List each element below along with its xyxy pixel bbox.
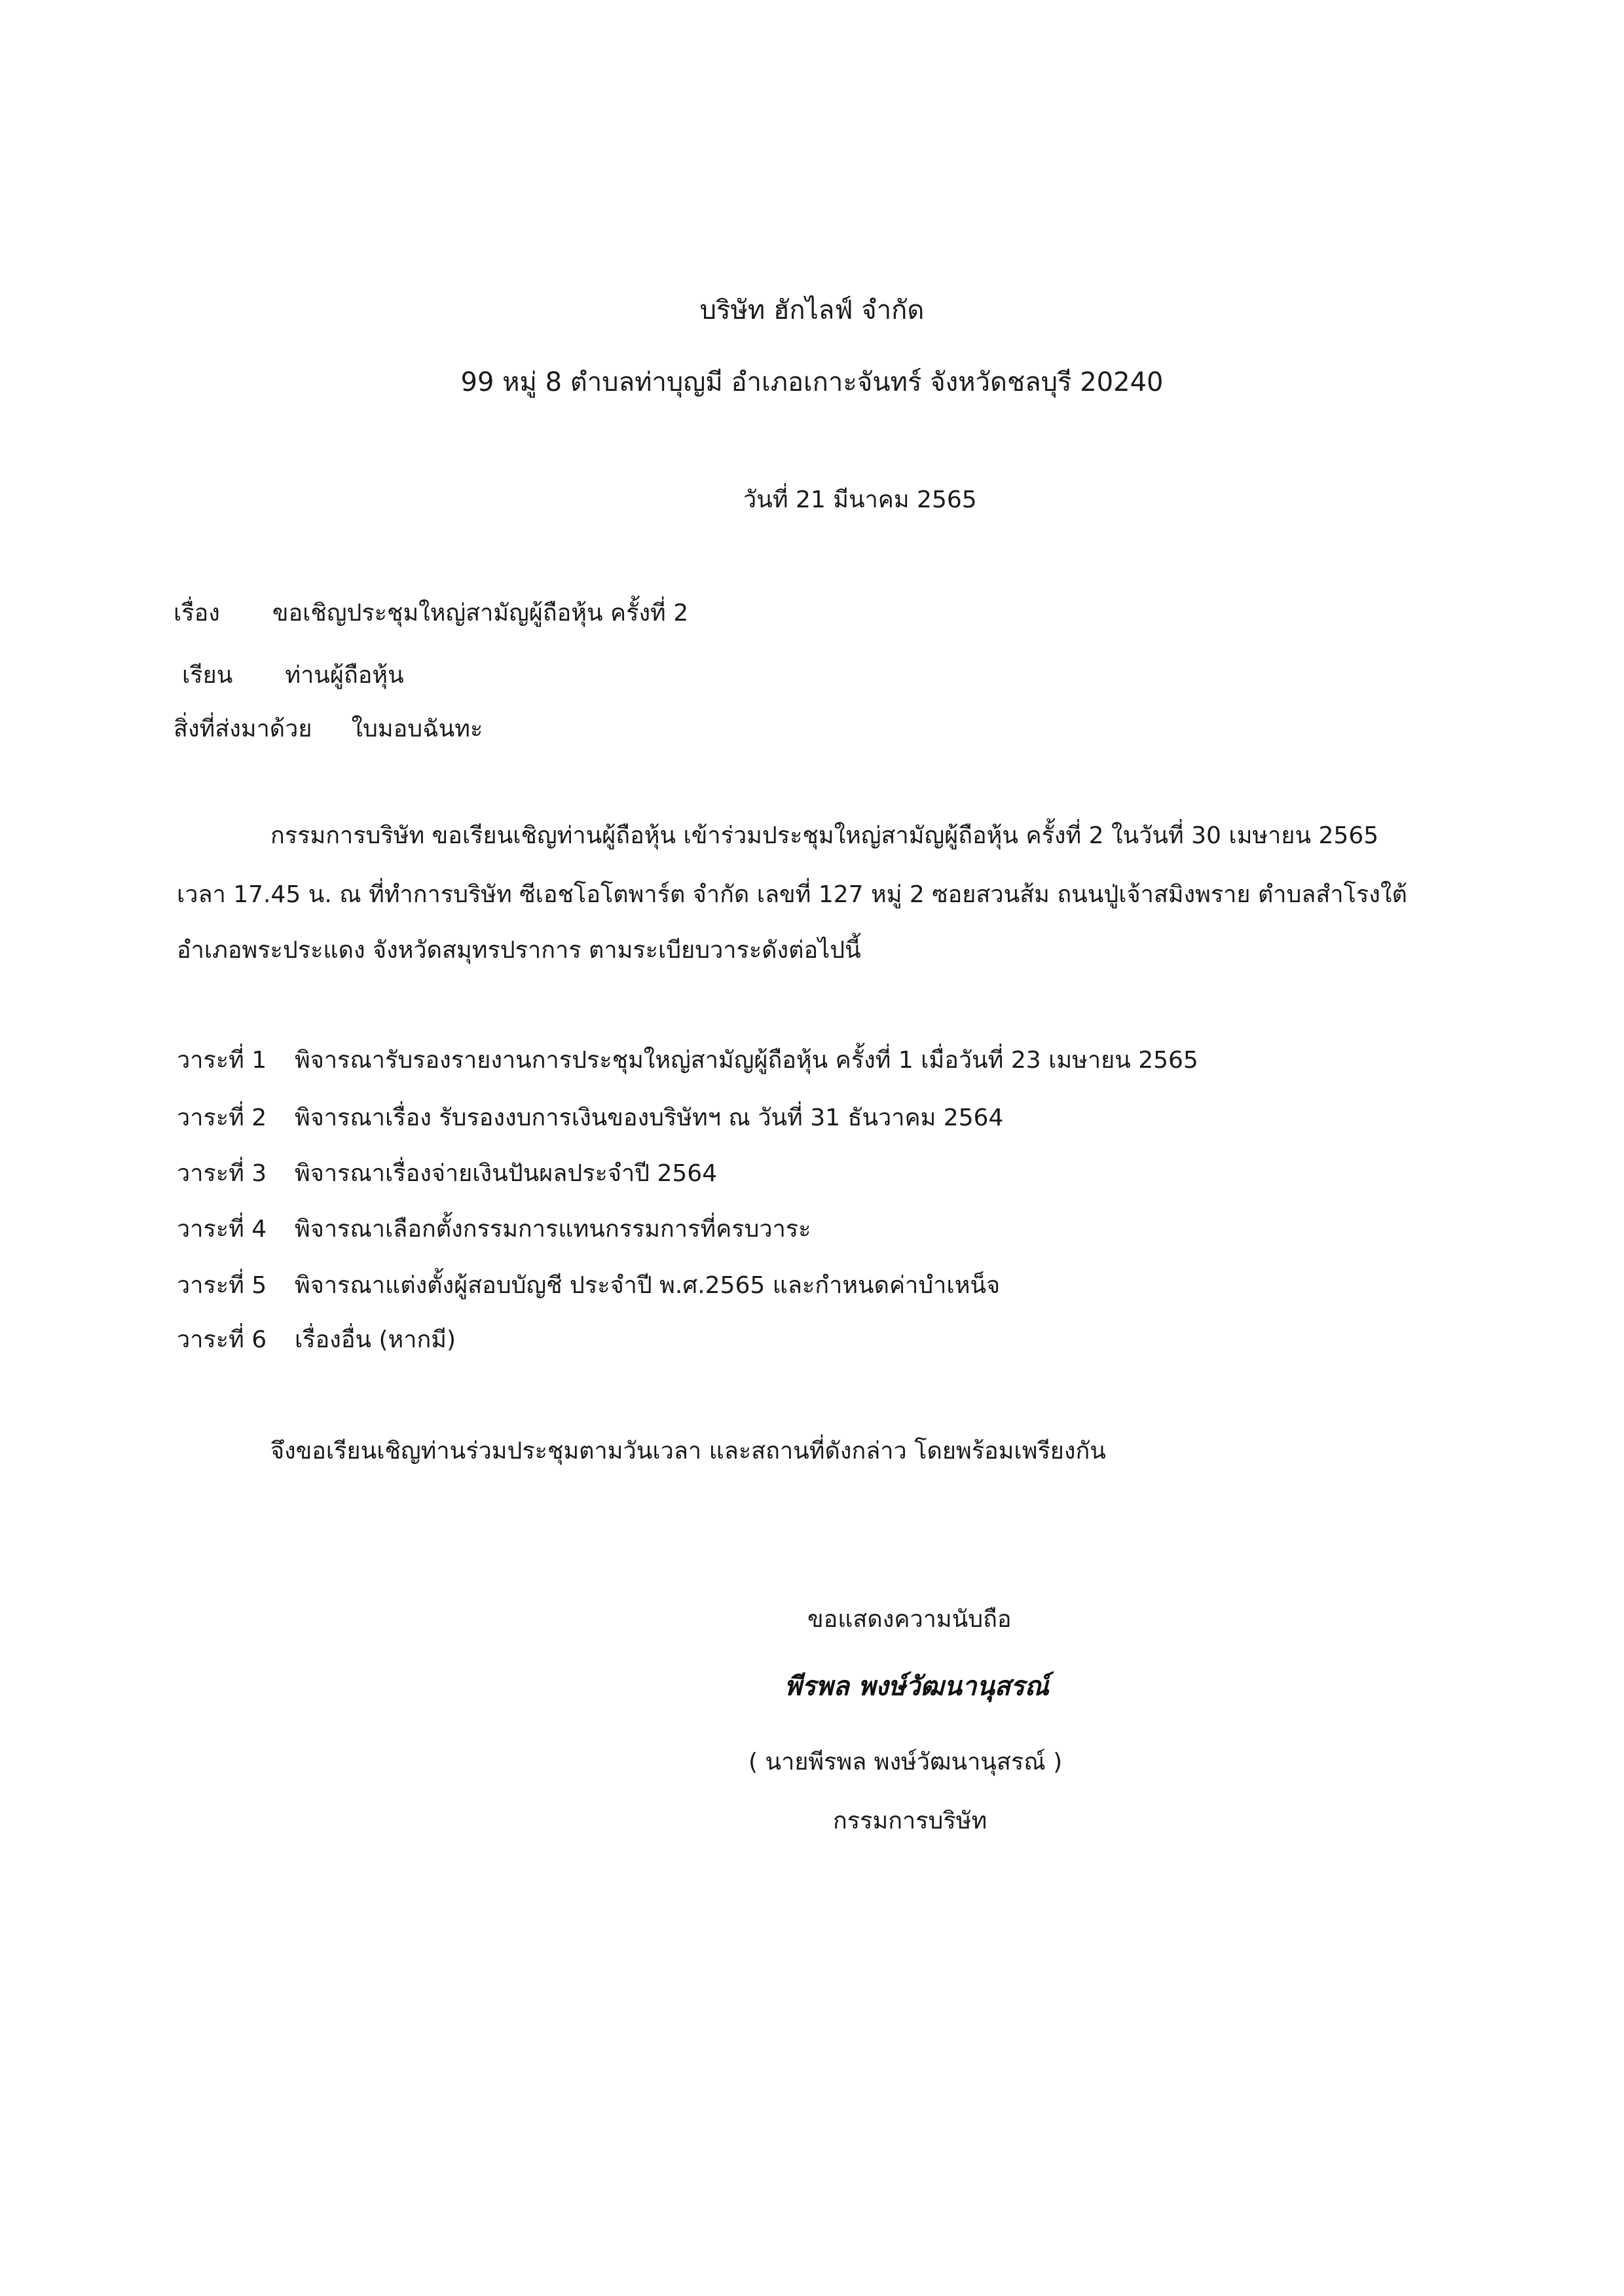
signature: พีรพล พงษ์วัฒนานุสรณ์ [784,1671,1049,1702]
agenda-item [177,1046,1198,1074]
body-paragraph-line: เวลา 17.45 น. ณ ที่ทำการบริษัท ซีเอชโอโตพาร์ต จำกัด เลขที่ 127 หมู่ 2 ซอยสวนส้ม ถนนปู่เจ้าสมิงพราย ตำบลสำโรงใต้ [177,881,1407,908]
closing-invitation: จึงขอเรียนเชิญท่านร่วมประชุมตามวันเวลา และสถานที่ดังกล่าว โดยพร้อมเพรียงกัน [270,1438,1106,1465]
recipient-label: เรียน [182,662,233,689]
subject-value: ขอเชิญประชุมใหญ่สามัญผู้ถือหุ้น ครั้งที่ 2 [272,600,689,627]
company-address: 99 หมู่ 8 ตำบลท่าบุญมี อำเภอเกาะจันทร์ จังหวัดชลบุรี 20240 [460,367,1164,397]
agenda-text: พิจารณาเรื่องจ่ายเงินปันผลประจำปี 2564 [295,1160,718,1187]
agenda-number: วาระที่ 6 [177,1326,267,1353]
agenda-text: พิจารณาเลือกตั้งกรรมการแทนกรรมการที่ครบวาระ [295,1216,811,1243]
closing-regards: ขอแสดงความนับถือ [807,1606,1012,1633]
signer-name: ( นายพีรพล พงษ์วัฒนานุสรณ์ ) [748,1749,1063,1776]
enclosure-row [174,715,483,743]
agenda-text: พิจารณาแต่งตั้งผู้สอบบัญชี ประจำปี พ.ศ.2565 และกำหนดค่าบำเหน็จ [295,1272,1001,1299]
body-paragraph-line: กรรมการบริษัท ขอเรียนเชิญท่านผู้ถือหุ้น เข้าร่วมประชุมใหญ่สามัญผู้ถือหุ้น ครั้งที่ 2 ในวันที่ 30 เมษายน 2565 [270,822,1379,849]
recipient-value: ท่านผู้ถือหุ้น [285,662,404,689]
subject-row [174,599,688,627]
company-name: บริษัท ฮักไลฟ์ จำกัด [699,295,925,325]
agenda-number: วาระที่ 5 [177,1272,267,1299]
agenda-number: วาระที่ 1 [177,1047,267,1074]
subject-label: เรื่อง [174,600,220,627]
letter-date: วันที่ 21 มีนาคม 2565 [743,486,977,513]
enclosure-label: สิ่งที่ส่งมาด้วย [174,716,312,742]
agenda-item [177,1326,456,1354]
agenda-text: เรื่องอื่น (หากมี) [295,1326,456,1353]
agenda-item [177,1104,1003,1132]
signer-title: กรรมการบริษัท [833,1808,987,1834]
enclosure-value: ใบมอบฉันทะ [351,716,483,742]
agenda-number: วาระที่ 4 [177,1216,267,1243]
agenda-item [177,1159,717,1188]
body-paragraph-line: อำเภอพระประแดง จังหวัดสมุทรปราการ ตามระเบียบวาระดังต่อไปนี้ [177,937,861,964]
agenda-number: วาระที่ 3 [177,1160,267,1187]
agenda-text: พิจารณาเรื่อง รับรองงบการเงินของบริษัทฯ ณ วันที่ 31 ธันวาคม 2564 [295,1104,1004,1131]
agenda-item [177,1215,811,1243]
agenda-text: พิจารณารับรองรายงานการประชุมใหญ่สามัญผู้ถือหุ้น ครั้งที่ 1 เมื่อวันที่ 23 เมษายน 2565 [295,1047,1198,1074]
agenda-item [177,1271,1000,1300]
agenda-number: วาระที่ 2 [177,1104,267,1131]
recipient-row [182,661,404,689]
